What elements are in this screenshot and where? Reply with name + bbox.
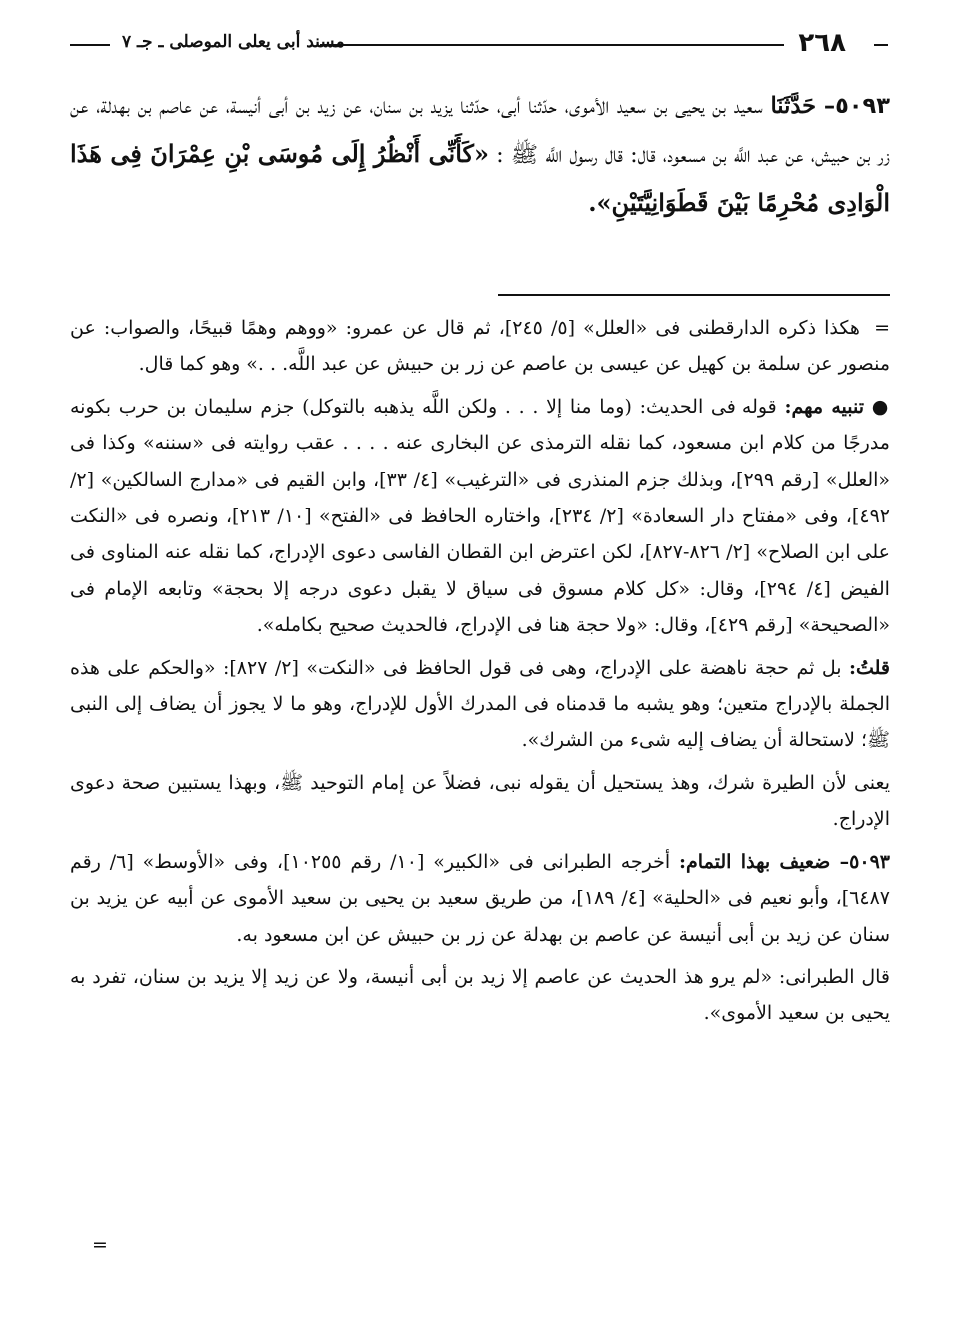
- isnad-chain: سعيد بن يحيى بن سعيد الأموى، حدّثنا أبى، حدّثنا يزيد بن سنان، عن زيد بن أبى أنيسة، عن عاصم بن بهدلة، عن زر بن حبيش، عن عبد اللَّه بن مسعود، قال: قال رسول اللَّه ﷺ :: [70, 93, 890, 168]
- note-tanbih: [70, 389, 890, 644]
- header-rule-left: [70, 44, 110, 46]
- footnotes: [70, 310, 890, 1038]
- note-ya3ni: [70, 765, 890, 838]
- header-rule-middle: [320, 44, 784, 46]
- trailing-continuation-mark: =: [92, 1234, 108, 1256]
- hadith-number-dash: –: [823, 93, 836, 119]
- note-ilal: [70, 310, 890, 383]
- ya3ni-text: يعنى لأن الطيرة شرك، وهذ يستحيل أن يقوله نبى، فضلاً عن إمام التوحيد ﷺ، وبهذا يستبين صحة دعوى الإدراج.: [70, 771, 890, 831]
- qultu-text: بل ثم حجة ناهضة على الإدراج، وهى فى قول الحافظ فى «النكت» [٢/ ٨٢٧]: «والحكم على هذه الجملة بالإدراج متعين؛ وهو يشبه ما قدمناه فى المدرك الأول للإدراج، وهو ما لا يجوز أن يضاف إلى النبى ﷺ؛ لاستحالة أن يضاف إليه شىء من الشرك».: [70, 656, 890, 752]
- tabarani-text: قال الطبرانى: «لم يرو هذ الحديث عن عاصم إلا زيد بن أبى أنيسة، ولا عن زيد إلا يزيد بن سنان، تفرد به يحيى بن سعيد الأموى».: [70, 965, 890, 1025]
- hadith-paragraph: [70, 82, 890, 228]
- note-ilal-text: هكذا ذكره الدارقطنى فى «العلل» [٥/ ٢٤٥]، ثم قال عن عمرو: «ووهم وهمًا قبيحًا، والصواب: عن منصور عن سلمة بن كهيل عن عيسى بن عاصم عن زر بن حبيش عن عبد اللَّه. . .» وهو كما قال.: [70, 317, 890, 376]
- tanbih-text: قوله فى الحديث: (وما منا إلا . . . ولكن اللَّه يذهبه بالتوكل) جزم سليمان بن حرب بكونه مدرجًا من كلام ابن مسعود، كما نقله الترمذى عن البخارى عنه . . . . عقب روايته فى «سننه» وكذا فى «العلل» [رقم ٢٩٩]، وبذلك جزم المنذرى فى «الترغيب» [٤/ ٣٣]، وابن القيم فى «مدارج السالكين» [٢/ ٤٩٢]، وفى «مفتاح دار السعادة» [٢/ ٢٣٤]، واختاره الحافظ فى «الفتح» [١٠/ ٢١٣]، ونصره فى «النكت على ابن الصلاح» [٢/ ٨٢٦-٨٢٧]، لكن اعترض ابن القطان الفاسى دعوى الإدراج، كما نقله عنه المناوى فى الفيض [٤/ ٢٩٤]، وقال: «كل كلام مسوق فى سياق لا يقبل دعوى درجه إلا بحجة» وتابعه الإمام فى «الصحيحة» [رقم ٤٢٩]، وقال: «ولا حجة هنا فى الإدراج، فالحديث صحيح بكامله».: [70, 395, 891, 637]
- haddathana-word: حَدَّثَنَا: [770, 93, 817, 119]
- note-takhrij: [70, 844, 890, 953]
- hadith-text: [70, 82, 890, 228]
- note-tabarani: [70, 959, 890, 1032]
- continuation-mark: =: [874, 317, 890, 339]
- hadith-matn: «كَأَنِّى أَنْظُرُ إِلَى مُوسَى بْنِ عِمْرَانَ فِى هَذَا الْوَادِى مُحْرِمًا بَيْنَ قَطَوَانِيَّتَيْنِ».: [70, 139, 890, 217]
- hadith-number: ٥٠٩٣: [835, 93, 890, 119]
- book-title: مسند أبى يعلى الموصلى ـ جـ ٧: [122, 32, 345, 52]
- header-rule-right: [874, 44, 888, 46]
- takhrij-text: أخرجه الطبرانى فى «الكبير» [١٠/ رقم ١٠٢٥٥]، وفى «الأوسط» [٦/ رقم ٦٤٨٧]، وأبو نعيم فى «الحلية» [٤/ ١٨٩]، من طريق سعيد بن يحيى بن سعيد الأموى عن أبيه عن يزيد بن سنان عن زيد بن أبى أنيسة عن عاصم بن بهدلة عن زر بن حبيش عن ابن مسعود به.: [70, 850, 890, 946]
- qultu-label: قلتُ:: [848, 656, 890, 679]
- page-number: ٢٦٨: [798, 28, 846, 58]
- tanbih-label: تنبيه مهم:: [784, 395, 865, 418]
- note-qultu: [70, 650, 890, 759]
- page-header: [70, 26, 888, 62]
- footnote-divider: [498, 294, 890, 296]
- takhrij-label: ٥٠٩٣– ضعيف بهذا التمام:: [679, 850, 890, 873]
- bullet-icon: ●: [871, 395, 891, 418]
